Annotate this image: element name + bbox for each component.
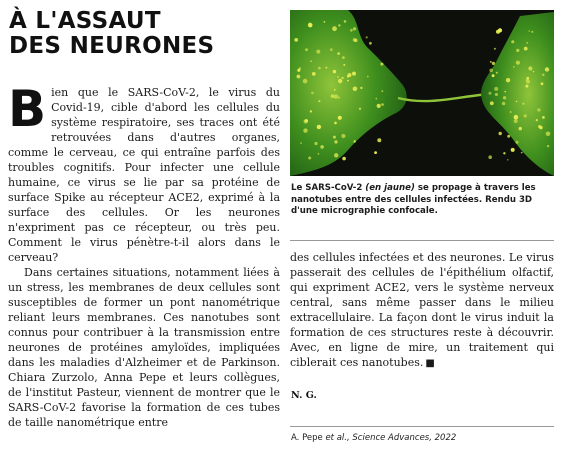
virus-particle [359, 108, 361, 110]
virus-particle [366, 36, 368, 38]
virus-particle [536, 119, 538, 121]
credit-journal: , Science Advances, 2022 [347, 433, 457, 443]
virus-particle [503, 152, 505, 154]
drop-cap: B [8, 80, 47, 138]
virus-particle [542, 116, 545, 119]
virus-particle [342, 77, 344, 79]
virus-particle [337, 76, 339, 78]
virus-particle [308, 157, 311, 160]
virus-particle [545, 67, 549, 71]
virus-particle [519, 127, 522, 130]
virus-particle [318, 67, 321, 70]
virus-particle [334, 94, 338, 98]
virus-particle [324, 21, 326, 23]
virus-particle [347, 80, 349, 82]
virus-particle [303, 79, 308, 84]
virus-particle [496, 30, 500, 34]
paragraph-1-text: ien que le SARS-CoV-2, le virus du Covid-19, cible d'abord les cellules du système respiratoire, ses traces ont été retrouvées dans d'autres organes, comme le cerveau, ce qui entraîne parfois des troubles cognitifs. Pour infecter une cellule humaine, ce virus se lie par sa protéine de surface Spike au récepteur ACE2, exprimé à la surface des cellules. Or les neurones n'expriment pas ce récepteur, ou très peu. Comment le virus pénètre-t-il alors dans le cerveau? [8, 86, 280, 264]
virus-particle [309, 22, 311, 24]
virus-particle [494, 48, 496, 50]
virus-particle [521, 152, 523, 154]
virus-particle [542, 74, 544, 76]
virus-particle [511, 40, 514, 43]
virus-particle [318, 100, 320, 102]
paragraph-1 [8, 80, 280, 265]
divider-rule [290, 240, 554, 241]
credit-authors: A. Pepe [291, 433, 326, 443]
virus-particle [348, 73, 352, 77]
headline-line-1: À L'ASSAUT [9, 8, 161, 34]
virus-particle [305, 48, 308, 51]
virus-particle [338, 79, 342, 83]
figure-caption [291, 183, 553, 218]
virus-particle [342, 157, 346, 161]
virus-particle [380, 63, 383, 66]
virus-particle [524, 47, 528, 51]
article-column-left [8, 80, 280, 430]
caption-text-2: se propage à travers les nanotubes entre des cellules infectées. Rendu 3D d'une micrographie confocale. [291, 183, 536, 216]
virus-particle [522, 103, 524, 105]
virus-particle [305, 119, 308, 122]
virus-particle [318, 153, 320, 155]
virus-particle [524, 114, 527, 117]
virus-particle [344, 20, 347, 23]
virus-particle [352, 72, 356, 76]
virus-particle [333, 136, 336, 139]
virus-particle [546, 132, 551, 137]
virus-particle [294, 38, 298, 42]
virus-particle [338, 97, 340, 99]
virus-particle [492, 74, 495, 77]
virus-particle [496, 72, 498, 74]
virus-particle [502, 102, 506, 106]
virus-particle [514, 119, 518, 123]
virus-particle [338, 116, 342, 120]
paragraph-3 [290, 250, 554, 371]
virus-particle [511, 148, 515, 152]
virus-particle [539, 126, 542, 129]
virus-particle [334, 122, 337, 125]
virus-particle [507, 135, 510, 138]
virus-particle [367, 76, 369, 78]
virus-particle [314, 142, 317, 145]
virus-particle [489, 69, 493, 73]
virus-particle [495, 93, 498, 96]
virus-particle [489, 92, 492, 95]
virus-particle [326, 67, 328, 69]
virus-particle [529, 30, 531, 32]
virus-particle [330, 48, 333, 51]
virus-particle [360, 87, 362, 89]
virus-particle [531, 31, 533, 33]
virus-particle [341, 134, 345, 138]
paragraph-3-text: des cellules infectées et des neurones. Le virus passerait des cellules de l'épithélium olfactif, qui expriment ACE2, vers le système nerveux central, sans même passer dans le milieu extracellulaire. La façon dont le virus induit la formation de ces structures reste à découvrir. Avec, en ligne de mire, un traitement qui ciblerait ces nanotubes. [290, 251, 554, 369]
virus-particle [311, 92, 314, 95]
virus-particle [516, 141, 519, 144]
virus-particle [513, 66, 515, 68]
virus-particle [350, 29, 353, 32]
virus-particle [300, 142, 302, 144]
confocal-micrograph-image [290, 10, 554, 176]
virus-particle [547, 145, 549, 147]
virus-particle [342, 56, 345, 59]
virus-particle [334, 153, 338, 157]
virus-particle [310, 110, 312, 112]
virus-particle [507, 159, 509, 161]
source-credit [291, 433, 555, 443]
virus-particle [516, 101, 518, 103]
virus-particle [510, 111, 512, 113]
author-signature: N. G. [291, 390, 317, 401]
virus-particle [381, 103, 384, 106]
virus-particle [334, 89, 336, 91]
virus-particle [527, 77, 530, 80]
virus-particle [297, 69, 300, 72]
virus-particle [377, 138, 381, 142]
end-mark-icon: ■ [425, 358, 435, 369]
virus-particle [506, 78, 510, 82]
caption-text-1: Le SARS-CoV-2 [291, 183, 366, 193]
headline-line-2: DES NEURONES [9, 33, 215, 59]
virus-particle [494, 87, 498, 91]
virus-particle [310, 60, 312, 62]
virus-particle [316, 50, 320, 54]
virus-particle [516, 61, 520, 65]
virus-particle [338, 24, 340, 26]
virus-particle [374, 151, 377, 154]
micrograph-illustration [290, 10, 554, 176]
virus-particle [528, 66, 532, 70]
headline [9, 9, 269, 59]
credit-etal: et al. [325, 433, 347, 443]
virus-particle [353, 87, 358, 92]
virus-particle [332, 26, 337, 31]
virus-particle [526, 42, 528, 44]
virus-particle [490, 61, 492, 63]
virus-particle [526, 79, 530, 83]
virus-particle [537, 108, 540, 111]
virus-particle [525, 85, 528, 88]
virus-particle [381, 90, 383, 92]
virus-particle [499, 132, 502, 135]
virus-particle [516, 49, 519, 52]
virus-particle [377, 104, 381, 108]
virus-particle [488, 155, 492, 159]
caption-italic: (en jaune) [365, 183, 415, 193]
virus-particle [533, 71, 535, 73]
virus-particle [353, 27, 356, 30]
virus-particle [503, 96, 506, 99]
article-column-right [290, 250, 554, 371]
virus-particle [317, 125, 321, 129]
virus-particle [337, 52, 340, 55]
virus-particle [354, 140, 356, 142]
virus-particle [490, 101, 494, 105]
virus-particle [334, 140, 337, 143]
virus-particle [320, 145, 324, 149]
virus-particle [297, 75, 301, 79]
paragraph-2: Dans certaines situations, notamment liées à un stress, les membranes de deux cellules sont susceptibles de former un pont nanométrique reliant leurs membranes. Ces nanotubes sont connus pour contribuer à la transmission entre neurones de protéines amyloïdes, impliquées dans les maladies d'Alzheimer et de Parkinson. Chiara Zurzolo, Anna Pepe et leurs collègues, de l'institut Pasteur, viennent de montrer que le SARS-CoV-2 favorise la formation de ces tubes de taille nanométrique entre [8, 266, 280, 429]
virus-particle [353, 38, 357, 42]
virus-particle [312, 72, 316, 76]
virus-particle [504, 91, 506, 93]
virus-particle [514, 115, 519, 120]
virus-particle [541, 82, 544, 85]
virus-particle [333, 70, 336, 73]
virus-particle [369, 42, 372, 45]
virus-particle [375, 98, 377, 100]
virus-particle [303, 128, 307, 132]
virus-particle [492, 62, 495, 65]
divider-rule-bottom [290, 426, 554, 427]
virus-particle [343, 64, 345, 66]
